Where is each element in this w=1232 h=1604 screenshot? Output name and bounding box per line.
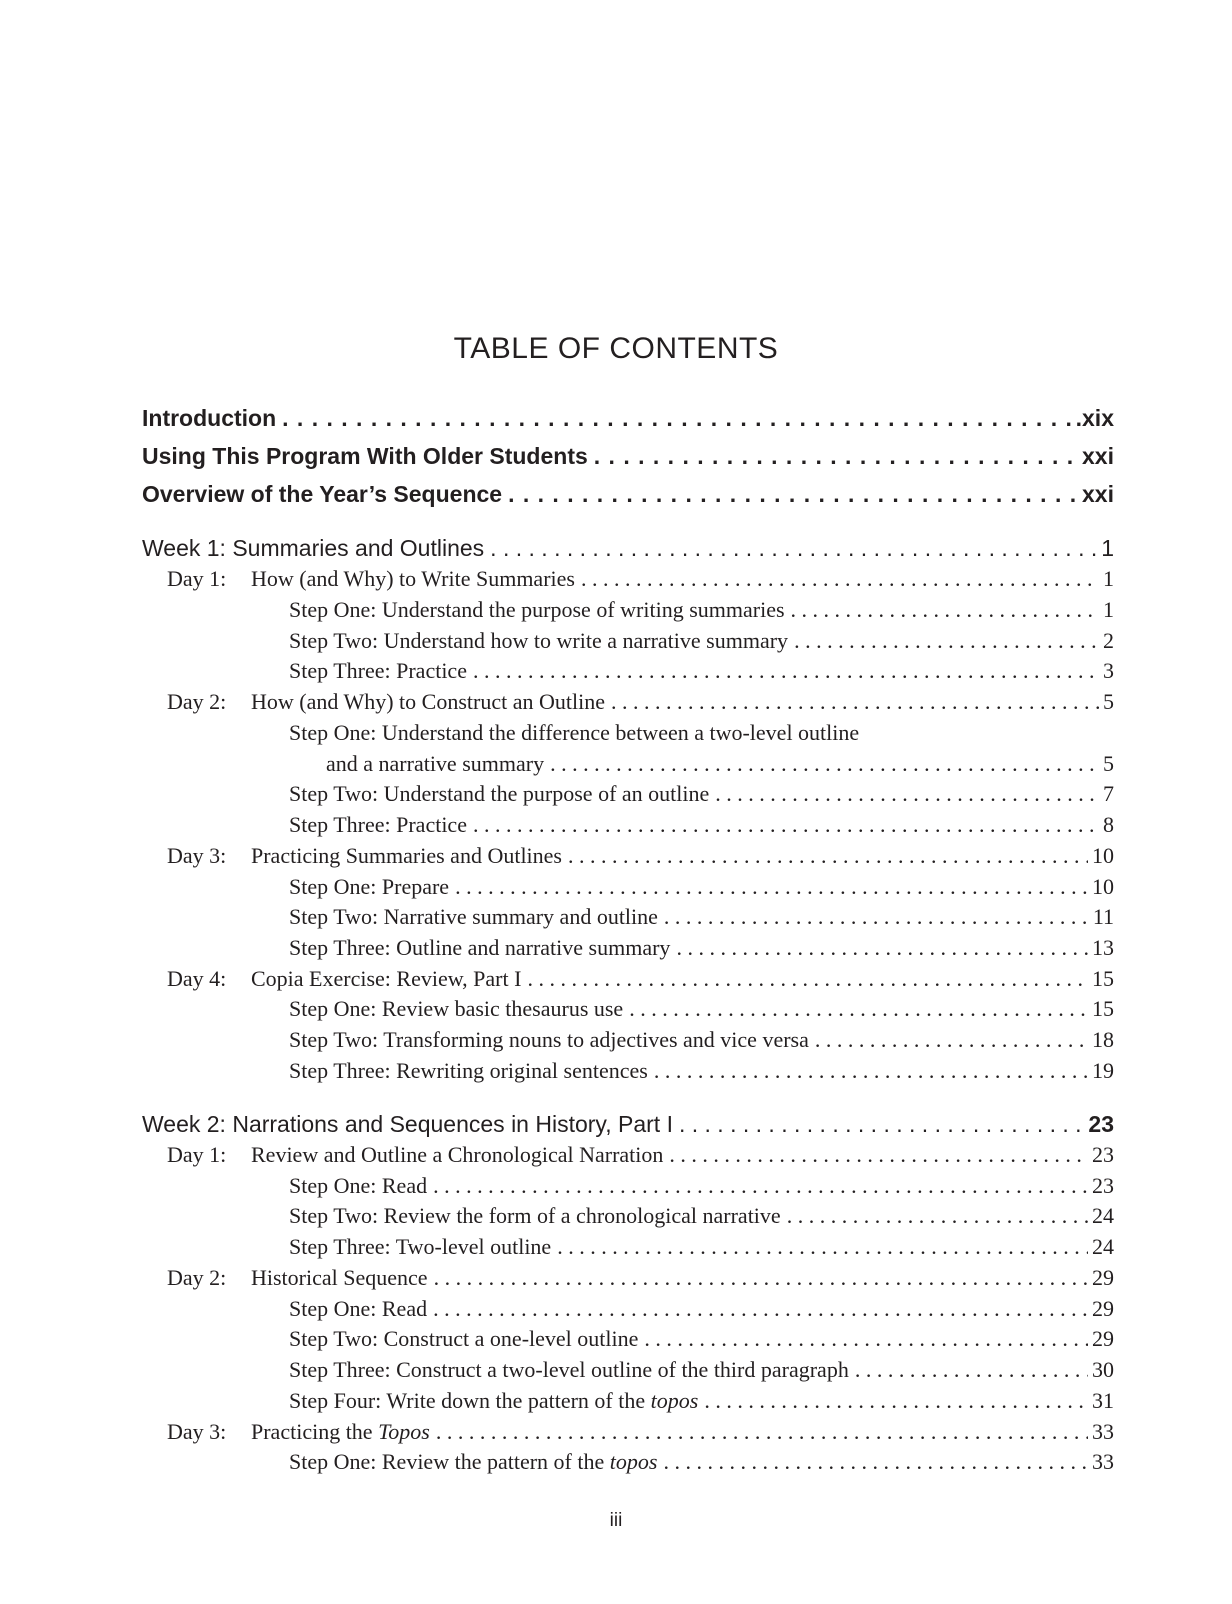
toc-step-entry[interactable] [142,1296,1114,1322]
toc-entry-label: Step Three: Rewriting original sentences [289,1058,648,1083]
toc-entry-label: Week 1: Summaries and Outlines [142,535,485,561]
toc-day-entry[interactable] [142,566,1114,592]
toc-entry-page: 15 [1092,996,1114,1021]
toc-step-entry[interactable] [142,874,1114,900]
toc-step-entry[interactable] [142,1449,1114,1475]
toc-entry-page: 3 [1103,658,1114,683]
toc-step-entry[interactable] [142,597,1114,623]
toc-entry-label-italic: Topos [378,1419,430,1444]
toc-day-entry[interactable] [142,1419,1114,1445]
dot-leader [436,1419,1088,1445]
dot-leader [787,1203,1088,1229]
toc-entry-page: 18 [1092,1027,1114,1052]
toc-entry-page: 5 [1103,751,1114,776]
toc-entry-page: 30 [1092,1357,1114,1382]
toc-step-entry[interactable] [142,1234,1114,1260]
toc-entry-label: Step One: Review the pattern of the [289,1449,610,1474]
dot-leader [433,1296,1088,1322]
toc-step-entry[interactable] [142,1058,1114,1084]
toc-entry-label: Step Three: Outline and narrative summary [289,935,671,960]
toc-entry-label: and a narrative summary [326,751,545,776]
toc-entry-page: 33 [1092,1449,1114,1474]
toc-entry-page: 5 [1103,689,1114,714]
toc-entry-label: Step Two: Construct a one-level outline [289,1326,639,1351]
dot-leader [679,1111,1084,1138]
toc-step-entry[interactable] [142,1357,1114,1383]
dot-leader [527,966,1088,992]
toc-step-entry-continued[interactable] [142,751,1114,777]
toc-entry-label-italic: topos [650,1388,699,1413]
toc-entry-label: Week 2: Narrations and Sequences in History, Part I [142,1111,673,1137]
toc-entry-label: Step One: Prepare [289,874,450,899]
toc-entry-label: Step Two: Review the form of a chronological narrative [289,1203,781,1228]
dot-leader [791,597,1099,623]
toc-entry-page: .xix [1075,405,1114,431]
toc-entry-page: 23 [1092,1173,1114,1198]
toc-day-entry[interactable] [142,843,1114,869]
toc-entry-label: How (and Why) to Construct an Outline [251,689,605,714]
day-number: Day 3: [167,1419,227,1444]
toc-entry-label: Step One: Read [289,1173,428,1198]
toc-entry-page: 10 [1092,843,1114,868]
toc-step-entry[interactable] [142,1027,1114,1053]
toc-step-entry[interactable] [142,1326,1114,1352]
toc-entry-page: 31 [1092,1388,1114,1413]
toc-step-entry[interactable] [142,904,1114,930]
toc-step-entry[interactable] [142,628,1114,654]
day-number: Day 2: [167,689,227,714]
toc-entry-overview[interactable] [142,481,1114,508]
toc-step-entry[interactable] [142,812,1114,838]
toc-entry-page: 11 [1092,904,1114,929]
toc-entry-label: Step Three: Construct a two-level outline of the third paragraph [289,1357,849,1382]
toc-entry-introduction[interactable] [142,405,1114,432]
toc-entry-page: 24 [1092,1203,1114,1228]
toc-entry-label: Using This Program With Older Students [142,443,588,469]
toc-step-entry[interactable] [142,658,1114,684]
dot-leader [815,1027,1088,1053]
toc-entry-label: Introduction [142,405,277,431]
dot-leader [794,628,1099,654]
toc-entry-page: 2 [1103,628,1114,653]
page-number: iii [609,1510,623,1531]
toc-entry-older-students[interactable] [142,443,1114,470]
toc-entry-label: Step Two: Narrative summary and outline [289,904,658,929]
dot-leader [433,1173,1088,1199]
dot-leader [644,1326,1088,1352]
dot-leader [282,405,1071,432]
toc-step-entry[interactable] [142,1173,1114,1199]
toc-entry-label: Step Three: Two-level outline [289,1234,552,1259]
toc-entry-page: 1 [1101,535,1114,561]
toc-entry-label: Review and Outline a Chronological Narration [251,1142,664,1167]
dot-leader [704,1388,1088,1414]
toc-entry-page: 29 [1092,1265,1114,1290]
toc-entry-page: 23 [1092,1142,1114,1167]
page-title: TABLE OF CONTENTS [453,332,779,365]
day-number: Day 1: [167,566,227,591]
dot-leader [611,689,1099,715]
dot-leader [581,566,1099,592]
dot-leader [550,751,1099,777]
toc-entry-page: 29 [1092,1326,1114,1351]
dot-leader [715,781,1099,807]
toc-entry-page: 1 [1103,566,1114,591]
toc-week-heading[interactable] [142,1111,1114,1138]
dot-leader [455,874,1088,900]
toc-entry-page: 19 [1092,1058,1114,1083]
toc-entry-label: Overview of the Year’s Sequence [142,481,503,507]
toc-day-entry[interactable] [142,1265,1114,1291]
toc-entry-page: 13 [1092,935,1114,960]
toc-step-entry[interactable] [142,935,1114,961]
toc-entry-label: Step One: Review basic thesaurus use [289,996,624,1021]
toc-day-entry[interactable] [142,966,1114,992]
dot-leader [490,535,1097,562]
day-number: Day 2: [167,1265,227,1290]
day-number: Day 4: [167,966,227,991]
toc-entry-label: Step Two: Transforming nouns to adjectives and vice versa [289,1027,809,1052]
day-number: Day 3: [167,843,227,868]
toc-entry-label: Step One: Understand the difference between a two-level outline [289,720,860,745]
toc-entry-label: Practicing the [251,1419,379,1444]
dot-leader [629,996,1088,1022]
toc-day-entry[interactable] [142,689,1114,715]
toc-entry-label: Historical Sequence [251,1265,428,1290]
toc-entry-page: 7 [1103,781,1114,806]
dot-leader [557,1234,1088,1260]
dot-leader [594,443,1078,470]
toc-entry-label: Step One: Read [289,1296,428,1321]
dot-leader [568,843,1088,869]
toc-entry-page: 24 [1092,1234,1114,1259]
toc-entry-page: 1 [1103,597,1114,622]
dot-leader [434,1265,1088,1291]
toc-entry-page: 23 [1088,1111,1114,1137]
toc-step-entry[interactable] [142,996,1114,1022]
dot-leader [654,1058,1088,1084]
toc-entry-label: Copia Exercise: Review, Part I [251,966,522,991]
toc-step-entry[interactable] [142,1203,1114,1229]
toc-entry-page: 33 [1092,1419,1114,1444]
dot-leader [473,812,1099,838]
toc-entry-page: xxi [1082,443,1114,469]
toc-entry-label: Practicing Summaries and Outlines [251,843,562,868]
toc-week-heading[interactable] [142,535,1114,562]
toc-entry-page: 10 [1092,874,1114,899]
toc-entry-page: 29 [1092,1296,1114,1321]
dot-leader [855,1357,1088,1383]
dot-leader [669,1142,1088,1168]
toc-step-entry[interactable] [142,781,1114,807]
toc-entry-label: Step Four: Write down the pattern of the [289,1388,651,1413]
toc-entry-page: xxi [1082,481,1114,507]
toc-entry-label: How (and Why) to Write Summaries [251,566,575,591]
toc-entry-page: 15 [1092,966,1114,991]
toc-entry-label: Step Three: Practice [289,658,467,683]
toc-entry-label: Step One: Understand the purpose of writing summaries [289,597,785,622]
dot-leader [663,1449,1088,1475]
toc-step-entry[interactable] [142,720,1114,746]
day-number: Day 1: [167,1142,227,1167]
toc-step-entry[interactable] [142,1388,1114,1414]
toc-entry-label: Step Two: Understand the purpose of an outline [289,781,710,806]
dot-leader [676,935,1088,961]
toc-entry-label: Step Three: Practice [289,812,467,837]
dot-leader [508,481,1078,508]
dot-leader [473,658,1099,684]
toc-entry-label-italic: topos [609,1449,658,1474]
dot-leader [664,904,1089,930]
toc-day-entry[interactable] [142,1142,1114,1168]
toc-entry-page: 8 [1103,812,1114,837]
toc-entry-label: Step Two: Understand how to write a narrative summary [289,628,789,653]
